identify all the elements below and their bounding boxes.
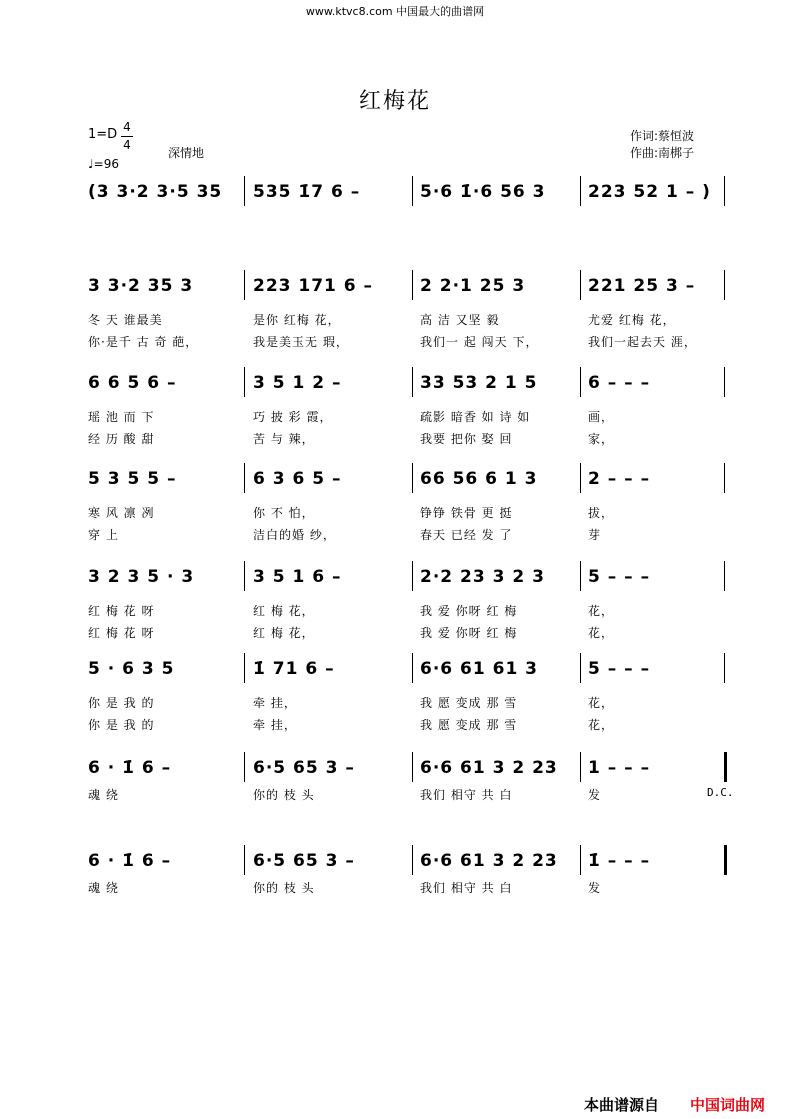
lyric-segment: 发	[588, 788, 602, 802]
measure: 3 2 3 5 · 3	[88, 567, 195, 587]
measure: 3 5 1 6 –	[253, 567, 342, 587]
lyric-segment: 你 是 我 的	[88, 696, 155, 710]
measure: 6·5 65 3 –	[253, 758, 355, 778]
barline	[412, 463, 413, 493]
barline	[580, 752, 581, 782]
barline	[412, 845, 413, 875]
barline	[580, 653, 581, 683]
barline	[244, 561, 245, 591]
notes-line	[0, 182, 790, 208]
barline	[724, 176, 725, 206]
barline	[412, 270, 413, 300]
barline	[724, 752, 727, 782]
measure: 1 – – –	[588, 758, 651, 778]
barline	[412, 367, 413, 397]
lyric-segment: 我 愿 变成 那 雪	[420, 696, 518, 710]
barline	[244, 367, 245, 397]
lyric-segment: 尤爱 红梅 花，	[588, 313, 676, 327]
measure: 33 53 2 1 5	[420, 373, 538, 393]
lyric-segment: 牵 挂，	[253, 696, 297, 710]
lyric-segment: 魂 绕	[88, 788, 119, 802]
lyric-segment: 我是美玉无 瑕，	[253, 335, 349, 349]
barline	[724, 270, 725, 300]
measure: 5 – – –	[588, 567, 651, 587]
barline	[580, 367, 581, 397]
lyric-segment: 瑶 池 而 下	[88, 410, 155, 424]
lyric-segment: 我们一 起 闯天 下，	[420, 335, 539, 349]
lyric-segment: 芽	[588, 528, 602, 542]
barline	[580, 463, 581, 493]
measure: 5·6 1̇·6 56 3	[420, 182, 546, 202]
barline	[724, 653, 725, 683]
barline	[244, 752, 245, 782]
barline	[724, 845, 727, 875]
measure: 6·6 61 3 2 23	[420, 758, 558, 778]
time-signature	[121, 119, 133, 154]
lyric-segment: 家，	[588, 432, 615, 446]
lyric-segment: 发	[588, 881, 602, 895]
lyric-segment: 是你 红梅 花，	[253, 313, 341, 327]
barline	[244, 176, 245, 206]
lyric-segment: 你·是千 古 奇 葩，	[88, 335, 199, 349]
measure: 6 6 5 6 –	[88, 373, 177, 393]
lyric-segment: 经 历 酸 甜	[88, 432, 155, 446]
lyric-segment: 春天 已经 发 了	[420, 528, 513, 542]
notes-line	[0, 276, 790, 302]
barline	[580, 270, 581, 300]
lyric-segment: 牵 挂，	[253, 718, 297, 732]
lyric-segment: 我要 把你 娶 回	[420, 432, 513, 446]
lyric-segment: 寒 风 凛 冽	[88, 506, 155, 520]
measure: 2 2·1 25 3	[420, 276, 526, 296]
notes-line	[0, 567, 790, 593]
notes-line	[0, 469, 790, 495]
measure: 1̇ 71 6 –	[253, 659, 335, 679]
barline	[580, 176, 581, 206]
expression-marking: 深情地	[168, 146, 205, 160]
lyric-segment: 疏影 暗香 如 诗 如	[420, 410, 531, 424]
key-signature: 1=D	[88, 127, 118, 142]
lyric-segment: 红 梅 花 呀	[88, 626, 155, 640]
measure: 6·5 65 3 –	[253, 851, 355, 871]
lyric-segment: 花，	[588, 626, 615, 640]
notes-line	[0, 659, 790, 685]
lyric-segment: 魂 绕	[88, 881, 119, 895]
lyric-segment: 画，	[588, 410, 615, 424]
lyric-segment: 洁白的婚 纱，	[253, 528, 336, 542]
measure: 223 52 1 – )	[588, 182, 711, 202]
lyric-segment: 红 梅 花，	[253, 626, 315, 640]
lyric-segment: 我 愿 变成 那 雪	[420, 718, 518, 732]
barline	[724, 367, 725, 397]
barline	[412, 561, 413, 591]
composer-credit: 作曲:南梆子	[630, 146, 695, 160]
measure: 6 · 1̇ 6 –	[88, 851, 172, 871]
time-bottom: 4	[123, 138, 131, 152]
lyric-segment: 你的 枝 头	[253, 881, 315, 895]
lyric-segment: 苦 与 辣，	[253, 432, 315, 446]
lyric-segment: 红 梅 花 呀	[88, 604, 155, 618]
barline	[724, 561, 725, 591]
lyric-segment: 花，	[588, 718, 615, 732]
measure: 6 3 6 5 –	[253, 469, 342, 489]
barline	[244, 653, 245, 683]
measure: 6 · 1̇ 6 –	[88, 758, 172, 778]
notes-line	[0, 851, 790, 877]
lyric-segment: 我们 相守 共 白	[420, 881, 513, 895]
measure: 3 5 1 2 –	[253, 373, 342, 393]
lyric-segment: 铮铮 铁骨 更 挺	[420, 506, 513, 520]
barline	[724, 463, 725, 493]
barline	[244, 270, 245, 300]
measure: 6·6 61 3 2 23	[420, 851, 558, 871]
barline	[412, 176, 413, 206]
lyric-segment: 花，	[588, 604, 615, 618]
lyric-segment: 穿 上	[88, 528, 119, 542]
lyric-segment: 我们一起去天 涯，	[588, 335, 697, 349]
da-capo-mark: D.C.	[707, 786, 734, 799]
lyric-segment: 巧 披 彩 霞，	[253, 410, 333, 424]
measure: 3 3·2 35 3	[88, 276, 194, 296]
lyric-segment: 你 是 我 的	[88, 718, 155, 732]
measure: 66 56 6 1 3	[420, 469, 538, 489]
lyric-segment: 我 爱 你呀 红 梅	[420, 604, 518, 618]
site-header: www.ktvc8.com 中国最大的曲谱网	[305, 5, 485, 18]
measure: 221 25 3 –	[588, 276, 696, 296]
tempo-marking: ♩=96	[88, 157, 119, 171]
footer-source-label: 本曲谱源自	[584, 1096, 660, 1114]
notes-line	[0, 758, 790, 784]
measure: (3 3·2 3·5 35	[88, 182, 223, 202]
barline	[244, 463, 245, 493]
measure: 223 171 6 –	[253, 276, 374, 296]
time-top: 4	[123, 120, 131, 134]
lyric-segment: 你 不 怕，	[253, 506, 315, 520]
barline	[580, 845, 581, 875]
notes-line	[0, 373, 790, 399]
barline	[580, 561, 581, 591]
measure: 5 – – –	[588, 659, 651, 679]
measure: 2·2 23 3 2 3	[420, 567, 545, 587]
measure: 6 – – –	[588, 373, 651, 393]
measure: 5 · 6 3 5	[88, 659, 175, 679]
lyricist-credit: 作词:蔡恒波	[630, 129, 695, 143]
measure: 535 1̇7 6 –	[253, 182, 361, 202]
lyric-segment: 我们 相守 共 白	[420, 788, 513, 802]
barline	[412, 653, 413, 683]
barline	[244, 845, 245, 875]
measure: 2 – – –	[588, 469, 651, 489]
lyric-segment: 冬 天 谁最美	[88, 313, 163, 327]
lyric-segment: 花，	[588, 696, 615, 710]
measure: 6·6 61 61 3	[420, 659, 539, 679]
song-title: 红梅花	[358, 89, 431, 114]
lyric-segment: 高 洁 又坚 毅	[420, 313, 500, 327]
lyric-segment: 我 爱 你呀 红 梅	[420, 626, 518, 640]
measure: 1̇ – – –	[588, 851, 651, 871]
lyric-segment: 拔，	[588, 506, 615, 520]
barline	[412, 752, 413, 782]
lyric-segment: 红 梅 花，	[253, 604, 315, 618]
lyric-segment: 你的 枝 头	[253, 788, 315, 802]
footer-site-name: 中国词曲网	[690, 1096, 766, 1114]
measure: 5 3 5 5 –	[88, 469, 177, 489]
